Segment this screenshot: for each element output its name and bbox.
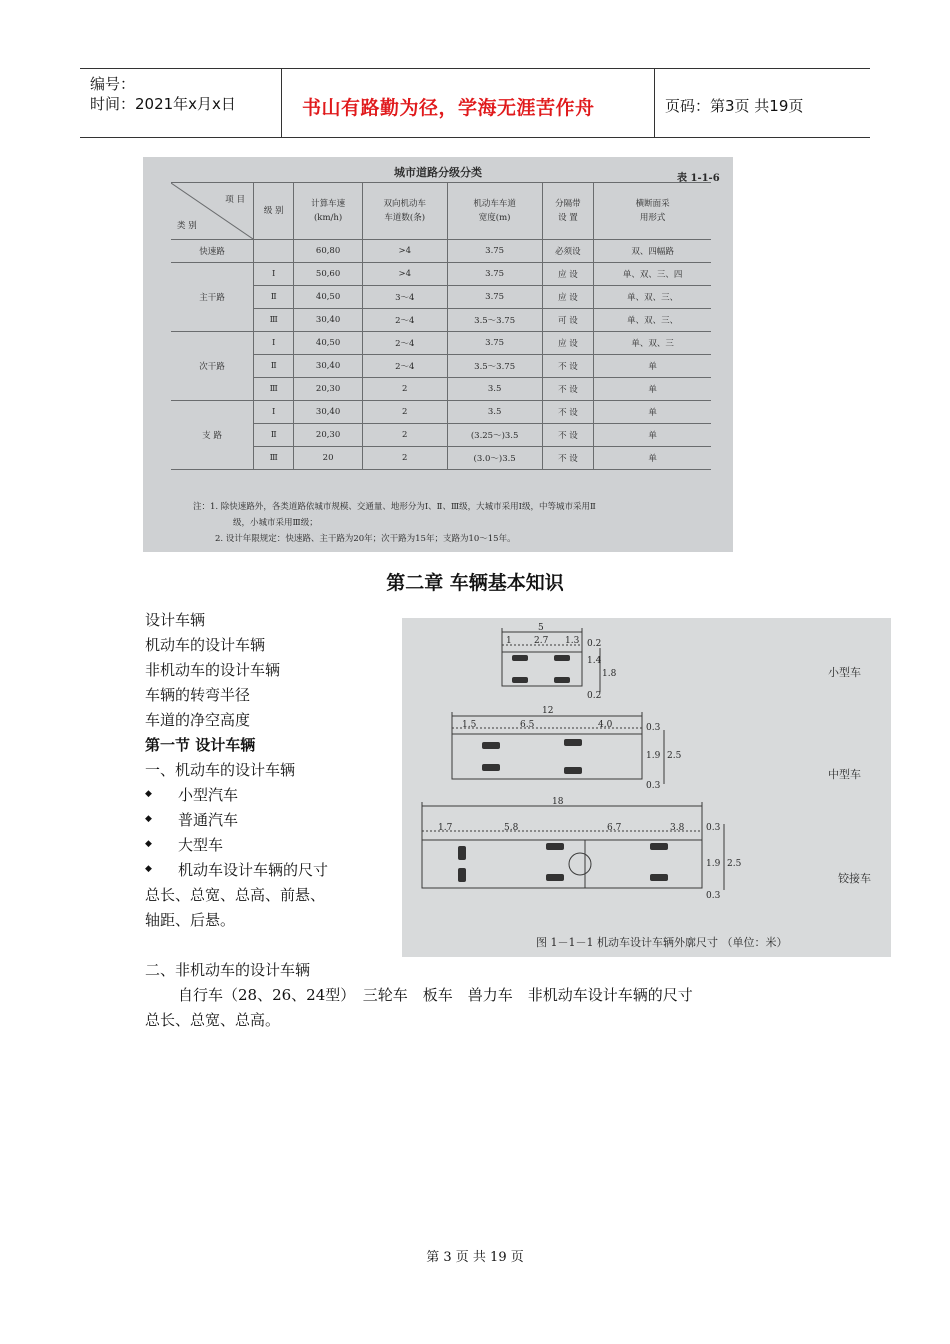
table-cell: 2～4 [362,355,447,378]
table-cell: 3.5～3.75 [447,355,542,378]
dimension-label: 5.8 [504,823,519,833]
dimensions-text: 轴距、后悬。 [145,911,236,929]
table-row [171,401,711,424]
table-cell: 单、双、三 [594,332,711,355]
dimension-label: 4.0 [598,720,613,730]
dimension-label: 0.2 [587,639,602,649]
subsection-heading: 一、机动车的设计车辆 [145,761,296,779]
table-cell: Ⅲ [254,378,294,401]
category-cell: 支 路 [171,401,254,470]
table-cell: 单 [594,447,711,470]
dimension-label: 1.5 [462,720,477,730]
table-cell: (3.0～)3.5 [447,447,542,470]
chapter-title: 第二章 车辆基本知识 [386,572,564,594]
road-classification-table-image [143,157,733,552]
page-header [80,68,870,138]
dimension-label: 3.8 [670,823,685,833]
dimension-label: 1.7 [438,823,453,833]
dimension-label: 0.3 [706,891,721,901]
table-cell: 单 [594,424,711,447]
figure-caption: 图 1－1－1 机动车设计车辆外廓尺寸 （单位：米） [536,936,788,949]
category-cell: 主干路 [171,263,254,332]
table-cell: 3.75 [447,263,542,286]
dimension-label: 1.4 [587,656,602,666]
table-cell: 20,30 [294,424,362,447]
dimension-label: 5 [538,623,544,633]
table-cell: 3.5 [447,401,542,424]
table-cell: 20 [294,447,362,470]
dimensions-text: 总长、总宽、总高、前悬、 [145,886,326,904]
table-cell: 2 [362,401,447,424]
table-note: 2. 设计年限规定：快速路、主干路为20年；次干路为15年；支路为10～15年。 [215,534,516,544]
table-cell: 应 设 [542,332,594,355]
table-cell: 30,40 [294,401,362,424]
category-cell: 快速路 [171,240,254,263]
table-note: 注：1. 除快速路外，各类道路依城市规模、交通量、地形分为Ⅰ、Ⅱ、Ⅲ级，大城市采用Ⅰ级，中等城市采用Ⅱ [193,502,596,512]
table-cell: 2 [362,378,447,401]
bullet-item: 机动车设计车辆的尺寸 [178,861,329,879]
table-cell: 20,30 [294,378,362,401]
bullet-item: 大型车 [178,836,224,854]
dimension-label: 1.3 [565,636,580,646]
table-cell: 不 设 [542,424,594,447]
dimension-label: 2.7 [534,636,549,646]
table-cell: Ⅰ [254,401,294,424]
bullet-diamond-icon: ◆ [145,839,152,849]
bullet-item: 普通汽车 [178,811,239,829]
subsection-heading: 二、非机动车的设计车辆 [145,961,311,979]
vehicle-label-medium: 中型车 [828,768,861,781]
table-cell: 40,50 [294,286,362,309]
table-note: 级，小城市采用Ⅲ级； [233,518,318,528]
table-cell: >4 [362,240,447,263]
table-cell: 双、四幅路 [594,240,711,263]
table-header-row [171,183,711,240]
header-divider [654,69,655,137]
header-slogan: 书山有路勤为径，学海无涯苦作舟 [302,97,595,119]
table-cell: 单、双、三、 [594,309,711,332]
header-item-label: 项 目 [225,195,245,205]
table-cell: 单 [594,355,711,378]
page-label: 页码：第3页 共19页 [665,97,804,115]
table-cell: 应 设 [542,263,594,286]
table-cell: 40,50 [294,332,362,355]
table-cell: Ⅰ [254,263,294,286]
table-cell: 单、双、三、 [594,286,711,309]
category-cell: 次干路 [171,332,254,401]
table-cell: 3.5 [447,378,542,401]
table-number: 表 1-1-6 [677,173,720,184]
table-cell: 不 设 [542,378,594,401]
dimension-label: 0.3 [646,723,661,733]
table-cell: 必须设 [542,240,594,263]
header-category-label: 类 别 [177,221,197,231]
bullet-diamond-icon: ◆ [145,814,152,824]
table-cell: 不 设 [542,401,594,424]
table-row [171,240,711,263]
table-cell: 应 设 [542,286,594,309]
vehicle-label-small: 小型车 [828,666,861,679]
table-row [171,332,711,355]
section-title: 第一节 设计车辆 [145,736,256,754]
table-cell: 3.75 [447,332,542,355]
dimension-label: 6.7 [607,823,622,833]
table-cell: 单 [594,401,711,424]
dimension-label: 6.5 [520,720,535,730]
time-label: 时间：2021年x月x日 [90,95,236,113]
table-cell: >4 [362,263,447,286]
dimension-label: 18 [552,797,564,807]
dimension-label: 0.3 [706,823,721,833]
table-cell: 3.75 [447,286,542,309]
bullet-diamond-icon: ◆ [145,864,152,874]
dimension-label: 1 [506,636,512,646]
table-cell: 可 设 [542,309,594,332]
table-cell: Ⅰ [254,332,294,355]
table-cell: Ⅱ [254,286,294,309]
header-cell: 横断面采 用形式 [594,183,711,240]
vehicle-drawing [402,618,891,957]
header-divider [281,69,282,137]
dimension-label: 1.9 [706,859,721,869]
vehicle-label-articulated: 铰接车 [838,872,871,885]
nonmotor-dimensions: 总长、总宽、总高。 [145,1011,281,1029]
dimension-label: 1.9 [646,751,661,761]
header-cell: 双向机动车 车道数(条) [362,183,447,240]
table-row [171,263,711,286]
bullet-item: 小型汽车 [178,786,239,804]
table-cell: Ⅲ [254,309,294,332]
bullet-diamond-icon: ◆ [145,789,152,799]
dimension-label: 12 [542,706,554,716]
dimension-label: 0.2 [587,691,602,701]
table-cell: Ⅱ [254,355,294,378]
table-cell: 2 [362,447,447,470]
outline-item: 车辆的转弯半径 [145,686,251,704]
dimension-label: 2.5 [727,859,742,869]
dimension-label: 0.3 [646,781,661,791]
table-cell: 3.75 [447,240,542,263]
table-cell: 3～4 [362,286,447,309]
table-cell [254,240,294,263]
table-cell: Ⅱ [254,424,294,447]
table-cell: 30,40 [294,355,362,378]
table-cell: 不 设 [542,355,594,378]
header-cell [171,183,254,240]
table-cell: 单、双、三、四 [594,263,711,286]
table-cell: 60,80 [294,240,362,263]
table-cell: 2～4 [362,309,447,332]
dimension-label: 2.5 [667,751,682,761]
outline-item: 机动车的设计车辆 [145,636,266,654]
vehicle-outline-figure [402,618,891,957]
outline-item: 非机动车的设计车辆 [145,661,281,679]
table-cell: 30,40 [294,309,362,332]
table-cell: 单 [594,378,711,401]
table-cell: 2～4 [362,332,447,355]
code-label: 编号： [90,75,136,93]
header-cell: 分隔带 设 置 [542,183,594,240]
table-cell: 50,60 [294,263,362,286]
header-cell: 级 别 [254,183,294,240]
header-cell: 计算车速 (km/h) [294,183,362,240]
nonmotor-text: 自行车（28、26、24型） 三轮车 板车 兽力车 非机动车设计车辆的尺寸 [178,986,693,1004]
road-classification-table [171,182,711,470]
outline-item: 车道的净空高度 [145,711,251,729]
outline-item: 设计车辆 [145,611,206,629]
dimension-label: 1.8 [602,669,617,679]
table-cell: 3.5～3.75 [447,309,542,332]
table-cell: (3.25～)3.5 [447,424,542,447]
table-cell: 2 [362,424,447,447]
page-footer: 第 3 页 共 19 页 [426,1250,524,1265]
table-title: 城市道路分级分类 [394,166,482,179]
header-cell: 机动车车道 宽度(m) [447,183,542,240]
table-cell: 不 设 [542,447,594,470]
table-cell: Ⅲ [254,447,294,470]
